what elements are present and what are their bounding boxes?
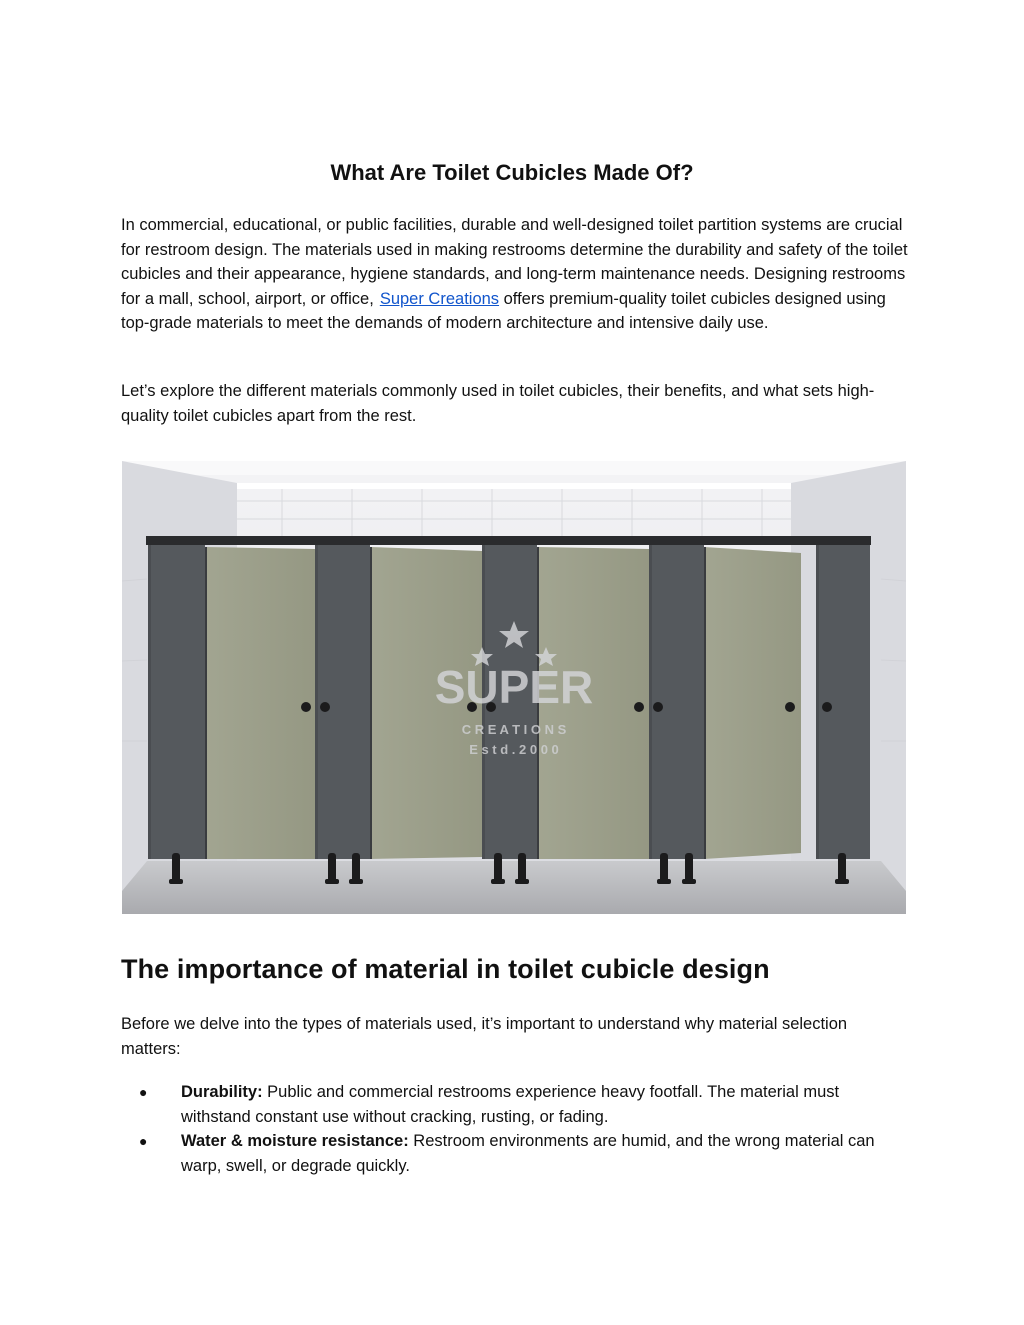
intro-paragraph (121, 213, 911, 336)
intro-text-continued: offers premium-quality toilet cubicles designed using top-grade materials to meet the demands of modern architecture and intensive daily use. (121, 289, 886, 332)
top-rail (146, 536, 871, 545)
list-item (121, 1080, 911, 1129)
material-importance-list (121, 1080, 911, 1178)
logo-estd-text: E s t d . 2 0 0 0 (469, 742, 559, 757)
logo-sub-text: C R E A T I O N S (461, 722, 567, 737)
bullet-label: Durability: (181, 1083, 263, 1101)
bullet-text: Restroom environments are humid, and the wrong material can warp, swell, or degrade quickly. (181, 1132, 875, 1175)
super-creations-link[interactable]: Super Creations (379, 289, 500, 308)
explore-paragraph: Let’s explore the different materials commonly used in toilet cubicles, their benefits, and what sets high-quality toilet cubicles apart from the rest. (121, 382, 875, 425)
section-heading: The importance of material in toilet cubicle design (121, 954, 770, 984)
page-title: What Are Toilet Cubicles Made Of? (330, 160, 694, 185)
logo-main-text: SUPER (434, 661, 594, 713)
section-intro-paragraph: Before we delve into the types of materials used, it’s important to understand why material selection matters: (121, 1015, 848, 1058)
bullet-text: Public and commercial restrooms experience heavy footfall. The material must withstand constant use without cracking, rusting, or fading. (181, 1083, 840, 1126)
floor (122, 861, 906, 914)
intro-text: In commercial, educational, or public facilities, durable and well-designed toilet partition systems are crucial for restroom design. The materials used in making restrooms determine the durability and safety of the toilet cubicles and their appearance, hygiene standards, and long-term maintenance needs. Designing restrooms for a mall, school, airport, or office, (121, 216, 908, 308)
bullet-icon: ● (139, 1133, 148, 1149)
list-item (121, 1129, 911, 1178)
toilet-cubicles-image (122, 461, 906, 914)
bullet-label: Water & moisture resistance: (181, 1132, 409, 1150)
bullet-icon: ● (139, 1084, 148, 1100)
